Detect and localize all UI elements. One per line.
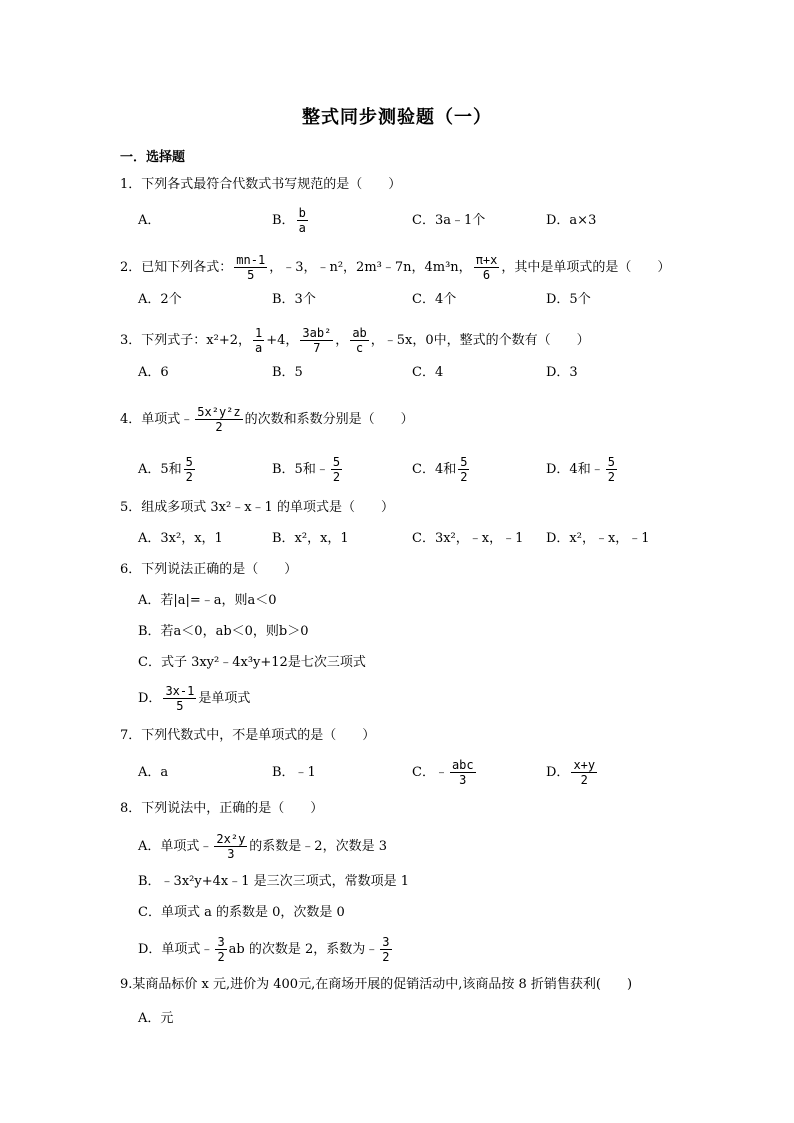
numerator: 2x²y bbox=[216, 832, 246, 846]
denominator: 2 bbox=[217, 950, 225, 964]
stem-text: +4， bbox=[266, 333, 299, 348]
question-1-option-a: A． bbox=[138, 213, 161, 228]
stem-text: 的次数和系数分别是（ ） bbox=[244, 412, 414, 427]
question-7-option-c bbox=[412, 758, 478, 787]
stem-text: 4．单项式﹣ bbox=[120, 412, 194, 427]
question-3-stem bbox=[120, 326, 590, 355]
stem-text: 3．下列式子：x²+2， bbox=[120, 333, 251, 348]
numerator: π+x bbox=[475, 253, 498, 267]
denominator: 5 bbox=[176, 699, 184, 713]
question-3-option-b: B．5 bbox=[272, 365, 303, 380]
fraction bbox=[331, 455, 342, 484]
fraction bbox=[458, 455, 469, 484]
numerator: 1 bbox=[254, 326, 263, 340]
question-2-option-d: D．5个 bbox=[546, 292, 591, 307]
numerator: 5 bbox=[332, 455, 341, 469]
numerator: 5x²y²z bbox=[197, 405, 241, 419]
fraction bbox=[184, 455, 195, 484]
numerator: mn-1 bbox=[236, 253, 266, 267]
question-1-option-d: D．a×3 bbox=[546, 213, 597, 228]
fraction bbox=[253, 326, 264, 355]
denominator: 2 bbox=[460, 470, 468, 484]
question-8-option-a bbox=[138, 832, 387, 861]
option-label: D．单项式﹣ bbox=[138, 942, 214, 957]
question-5-option-b: B．x²，x，1 bbox=[272, 531, 349, 546]
question-4-option-d bbox=[546, 455, 619, 484]
question-4-stem bbox=[120, 405, 414, 434]
question-3-option-d: D．3 bbox=[546, 365, 578, 380]
denominator: 6 bbox=[482, 268, 491, 282]
denominator: 2 bbox=[215, 420, 223, 434]
numerator: 3ab² bbox=[302, 326, 332, 340]
denominator: 2 bbox=[607, 470, 615, 484]
question-2-option-a: A．2个 bbox=[138, 292, 182, 307]
fraction bbox=[215, 935, 226, 964]
option-label: C．﹣ bbox=[412, 765, 448, 780]
question-6-option-a: A．若|a|=﹣a，则a＜0 bbox=[138, 593, 277, 608]
question-7-option-a: A．a bbox=[138, 765, 169, 780]
question-4-option-b bbox=[272, 455, 344, 484]
fraction bbox=[350, 326, 368, 355]
question-5-option-a: A．3x²，x，1 bbox=[138, 531, 223, 546]
question-1-option-c: C．3a﹣1个 bbox=[412, 213, 486, 228]
question-9-stem: 9.某商品标价 x 元,进价为 400元,在商场开展的促销活动中,该商品按 8 折销售获利( ) bbox=[120, 977, 633, 992]
denominator: 5 bbox=[247, 268, 255, 282]
question-4-option-a bbox=[138, 455, 197, 484]
question-8-option-d bbox=[138, 935, 394, 964]
numerator: 5 bbox=[185, 455, 193, 469]
question-6-option-d bbox=[138, 684, 250, 713]
question-4-option-c bbox=[412, 455, 471, 484]
option-label: A．5和 bbox=[138, 462, 182, 477]
stem-text: ，﹣3，﹣n²，2m³﹣7n，4m³n， bbox=[269, 260, 472, 275]
denominator: c bbox=[355, 341, 364, 355]
question-2-stem bbox=[120, 253, 670, 282]
fraction bbox=[297, 206, 308, 235]
question-7-option-d bbox=[546, 758, 599, 787]
option-text: ab 的次数是 2，系数为﹣ bbox=[228, 942, 379, 957]
question-7-option-b: B．﹣1 bbox=[272, 765, 316, 780]
numerator: 5 bbox=[607, 455, 615, 469]
numerator: 3x-1 bbox=[165, 684, 195, 698]
fraction bbox=[474, 253, 500, 282]
denominator: 2 bbox=[382, 950, 390, 964]
fraction bbox=[195, 405, 242, 434]
fraction bbox=[214, 832, 247, 861]
question-5-stem: 5．组成多项式 3x²﹣x﹣1 的单项式是（ ） bbox=[120, 500, 394, 515]
fraction bbox=[300, 326, 333, 355]
numerator: 3 bbox=[217, 935, 225, 949]
fraction bbox=[234, 253, 267, 282]
option-text: 是单项式 bbox=[198, 691, 251, 706]
fraction bbox=[571, 758, 597, 787]
denominator: a bbox=[298, 221, 306, 235]
question-5-option-c: C．3x²，﹣x，﹣1 bbox=[412, 531, 524, 546]
option-label: A．单项式﹣ bbox=[138, 839, 213, 854]
question-3-option-c: C．4 bbox=[412, 365, 444, 380]
denominator: a bbox=[254, 341, 263, 355]
numerator: ab bbox=[352, 326, 367, 340]
question-8-stem: 8．下列说法中，正确的是（ ） bbox=[120, 801, 324, 816]
denominator: 2 bbox=[332, 470, 341, 484]
fraction bbox=[163, 684, 196, 713]
denominator: 2 bbox=[185, 470, 193, 484]
fraction bbox=[606, 455, 617, 484]
page-title: 整式同步测验题（一） bbox=[302, 107, 492, 128]
numerator: 3 bbox=[382, 935, 390, 949]
option-text: 的系数是﹣2，次数是 3 bbox=[249, 839, 387, 854]
denominator: 2 bbox=[580, 773, 588, 787]
question-5-option-d: D．x²，﹣x，﹣1 bbox=[546, 531, 650, 546]
numerator: x+y bbox=[573, 758, 596, 772]
question-8-option-c: C．单项式 a 的系数是 0，次数是 0 bbox=[138, 905, 345, 920]
option-label: B． bbox=[272, 213, 295, 228]
question-6-option-b: B．若a＜0，ab＜0，则b＞0 bbox=[138, 624, 309, 639]
option-label: D． bbox=[546, 765, 570, 780]
question-7-stem: 7．下列代数式中，不是单项式的是（ ） bbox=[120, 728, 376, 743]
question-6-stem: 6．下列说法正确的是（ ） bbox=[120, 562, 298, 577]
option-label: D．4和﹣ bbox=[546, 462, 604, 477]
stem-text: ， bbox=[335, 333, 349, 348]
question-2-option-c: C．4个 bbox=[412, 292, 457, 307]
fraction bbox=[380, 935, 391, 964]
option-label: C．4和 bbox=[412, 462, 457, 477]
option-label: B．5和﹣ bbox=[272, 462, 329, 477]
section-heading: 一．选择题 bbox=[120, 150, 186, 165]
numerator: b bbox=[298, 206, 306, 220]
denominator: 3 bbox=[459, 773, 467, 787]
question-6-option-c: C．式子 3xy²﹣4x³y+12是七次三项式 bbox=[138, 655, 366, 670]
question-1-stem: 1．下列各式最符合代数式书写规范的是（ ） bbox=[120, 177, 402, 192]
fraction bbox=[450, 758, 476, 787]
question-8-option-b: B．﹣3x²y+4x﹣1 是三次三项式，常数项是 1 bbox=[138, 874, 410, 889]
stem-text: 2．已知下列各式： bbox=[120, 260, 233, 275]
numerator: 5 bbox=[460, 455, 468, 469]
denominator: 3 bbox=[227, 847, 235, 861]
question-9-option-a: A．元 bbox=[138, 1011, 174, 1026]
question-3-option-a: A．6 bbox=[138, 365, 169, 380]
numerator: abc bbox=[451, 758, 474, 772]
denominator: 7 bbox=[313, 341, 321, 355]
question-2-option-b: B．3个 bbox=[272, 292, 316, 307]
question-1-option-b bbox=[272, 206, 310, 235]
stem-text: ，﹣5x，0中，整式的个数有（ ） bbox=[370, 333, 590, 348]
option-label: D． bbox=[138, 691, 162, 706]
stem-text: ，其中是单项式的是（ ） bbox=[501, 260, 671, 275]
